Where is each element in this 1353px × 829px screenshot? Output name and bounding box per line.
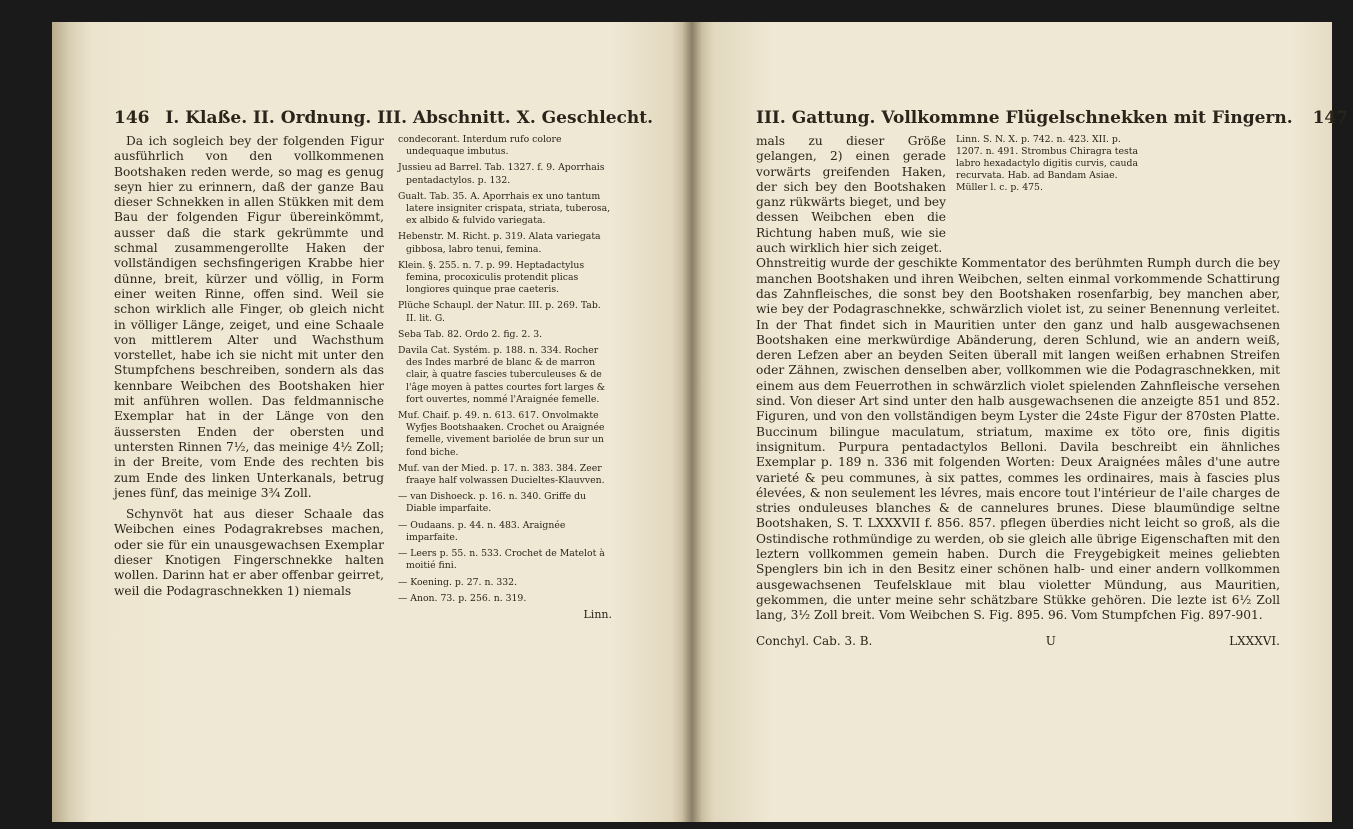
note-entry: — van Dishoeck. p. 16. n. 340. Griffe du Diable imparfaite.: [398, 491, 587, 515]
right-footer: [756, 634, 1280, 648]
note-entry: Müller l. c. p. 475.: [956, 182, 1043, 193]
right-head-title: III. Gattung. Vollkommne Flügelschnekken mit Fingern.: [756, 108, 1293, 128]
left-catchword: Linn.: [583, 607, 612, 621]
left-main-column: [114, 134, 384, 621]
note-entry: — Koening. p. 27. n. 332.: [398, 576, 518, 588]
note-entry: Gualt. Tab. 35. A. Aporrhais ex uno tantum latere insigniter crispata, striata, tuberosa, ex albido & fulvido variegata.: [398, 190, 611, 227]
note-entry: Muf. Chaif. p. 49. n. 613. 617. Onvolmakte Wyfjes Bootshaaken. Crochet ou Araignée femelle, vivement bariolée de brun sur un fond biche.: [398, 410, 605, 458]
note-entry: — Oudaans. p. 44. n. 483. Araignée imparfaite.: [398, 519, 566, 543]
right-top-main: mals zu dieser Größe gelangen, 2) einen gerade vorwärts greifenden Haken, der sich bey den Bootshaken ganz rükwärts bieget, und bey dessen Weibchen eben die Richtung haben muß, wie sie auch wirklich hier sich zeiget.: [756, 134, 946, 256]
gutter-shadow: [682, 22, 702, 822]
footer-plate-ref: LXXXVI.: [1229, 633, 1280, 648]
note-entry: — Leers p. 55. n. 533. Crochet de Matelot à moitié fini.: [398, 548, 605, 572]
left-page: [52, 22, 692, 822]
open-book: [52, 22, 1349, 822]
footer-sheet-mark: U: [1045, 633, 1056, 648]
left-columns: [114, 134, 660, 621]
note-entry: Seba Tab. 82. Ordo 2. fig. 2. 3.: [398, 328, 543, 340]
note-entry: Plüche Schaupl. der Natur. III. p. 269. Tab. II. lit. G.: [398, 300, 601, 324]
right-page: [692, 22, 1349, 822]
left-running-head: [114, 108, 660, 128]
right-top-note: [956, 134, 1144, 256]
note-entry: condecorant. Interdum rufo colore undequaque imbutus.: [398, 134, 562, 158]
left-paragraph: Schynvöt hat aus dieser Schaale das Weibchen eines Podagrakrebses machen, oder sie für ein unausgewachsen Exemplar dieser Knotigen Fingerschnekke halten wollen. Darinn hat er aber offenbar geirret, weil die Podagraschnekken 1) niemals: [114, 507, 384, 598]
left-notes-column: [398, 134, 612, 621]
note-entry: Linn. S. N. X. p. 742. n. 423. XII. p. 1207. n. 491. Strombus Chiragra testa labro hexadactylo digitis curvis, cauda recurvata. Hab. ad Bandam Asiae.: [956, 134, 1139, 181]
note-entry: Hebenstr. M. Richt. p. 319. Alata variegata gibbosa, labro tenui, femina.: [398, 231, 601, 255]
left-paragraph: Da ich sogleich bey der folgenden Figur ausführlich von den vollkommenen Bootshaken reden werde, so mag es genug seyn hier zu erinnern, daß der ganze Bau dieser Schnekken in allen Stükken mit dem Bau der folgenden Figur übereinkömmt, ausser daß die stark gekrümmte und schmal zusammengerollte Haken der vollständigen sechsfingerigen Krabbe hier dünne, breit, kürzer und völlig, in Form einer weiten Rinne, offen sind. Weil sie schon wirklich alle Finger, ob gleich nicht in völliger Länge, zeiget, und eine Schaale von mittlerem Alter und Wachsthum vorstellet, habe ich sie nicht mit unter den Stumpfchens beschreiben, sondern als das kennbare Weibchen des Bootshaken hier mit anführen wollen. Das feldmannische Exemplar hat in der Länge von den äussersten Enden der obersten und untersten Rinnen 7½, das meinige 4½ Zoll; in der Breite, vom Ende des rechten bis zum Ende des linken Unterkanals, betrug jenes fünf, das meinige 3¾ Zoll.: [114, 134, 384, 500]
note-entry: Muf. van der Mied. p. 17. n. 383. 384. Zeer fraaye half volwassen Ducieltes-Klauvven.: [398, 462, 605, 487]
right-page-number: 147: [1312, 108, 1349, 128]
footer-signature: Conchyl. Cab. 3. B.: [756, 633, 873, 648]
right-top-block: [756, 134, 1292, 256]
note-entry: Klein. §. 255. n. 7. p. 99. Heptadactylus femina, procoxiculis protendit plicas longiores quinque prae caeteris.: [398, 259, 585, 296]
note-entry: — Anon. 73. p. 256. n. 319.: [398, 592, 527, 604]
right-body-text: Ohnstreitig wurde der geschikte Kommentator des berühmten Rumph durch die bey manchen Bootshaken und ihren Weibchen, selten einmal vorkommende Schattirung das Zahnfleisches, die sonst bey den Bootshaken rosenfarbig, bey manchen aber, wie bey der Podagraschnekke, schwärzlich violet ist, zu seiner Benennung verleitet. In der That findet sich in Mauritien unter den ganz und halb ausgewachsenen Bootshaken eine merkwürdige Abänderung, deren Schlund, wie an andern weiß, deren Lefzen aber an beyden Seiten überall mit langen weißen erhabnen Streifen oder Zähnen, zwischen denselben aber, vollkommen wie die Podagraschnekken, mit einem aus dem Feuerrothen in schwärzlich violet spielenden Zahnfleische versehen sind. Von dieser Art sind unter den halb ausgewachsenen die anzeigte 851 und 852. Figuren, und von den vollständigen beym Lyster die 24ste Figur der 870sten Platte. Buccinum bilingue maculatum, striatum, maxime ex töto ore, finis digitis insignitum. Purpura pentadactylos Belloni. Davila beschreibt ein ähnliches Exemplar p. 189 n. 336 mit folgenden Worten: Deux Araignées mâles d'une autre varieté & peu communes, à six pattes, commes les ordinaires, mais à fascies plus élevées, & non seulement les lévres, mais encore tout l'intérieur de l'aile charges de stries onduleuses blanches & de cannelures brunes. Diese blaumündige seltne Bootshaken, S. T. LXXXVII f. 856. 857. pflegen überdies nicht leicht so groß, als die Ostindische rothmündige zu werden, ob sie gleich alle übrige Eigenschaften mit den leztern vollkommen gemein haben. Durch die Freygebigkeit meines geliebten Spenglers bin ich in den Besitz einer schönen halb- und einer andern vollkommen ausgewachsenen Teufelsklaue mit blau violetter Mündung, aus Mauritien, gekommen, die unter meine sehr schätzbare Stükke gehören. Die lezte ist 6½ Zoll lang, 3½ Zoll breit. Vom Weibchen S. Fig. 895. 96. Vom Stumpfchen Fig. 897-901.: [756, 256, 1280, 623]
note-entry: Jussieu ad Barrel. Tab. 1327. f. 9. Aporrhais pentadactylos. p. 132.: [398, 162, 605, 186]
note-entry: Davila Cat. Systém. p. 188. n. 334. Rocher des Indes marbré de blanc & de marron clair, à quatre fascies tuberculeuses & de l'âge moyen à pattes courtes fort larges & fort ouvertes, nommé l'Araignée femelle.: [398, 345, 606, 405]
left-head-title: I. Klaße. II. Ordnung. III. Abschnitt. X. Geschlecht.: [165, 108, 654, 128]
right-running-head: [756, 108, 1349, 128]
left-page-number: 146: [114, 108, 150, 128]
